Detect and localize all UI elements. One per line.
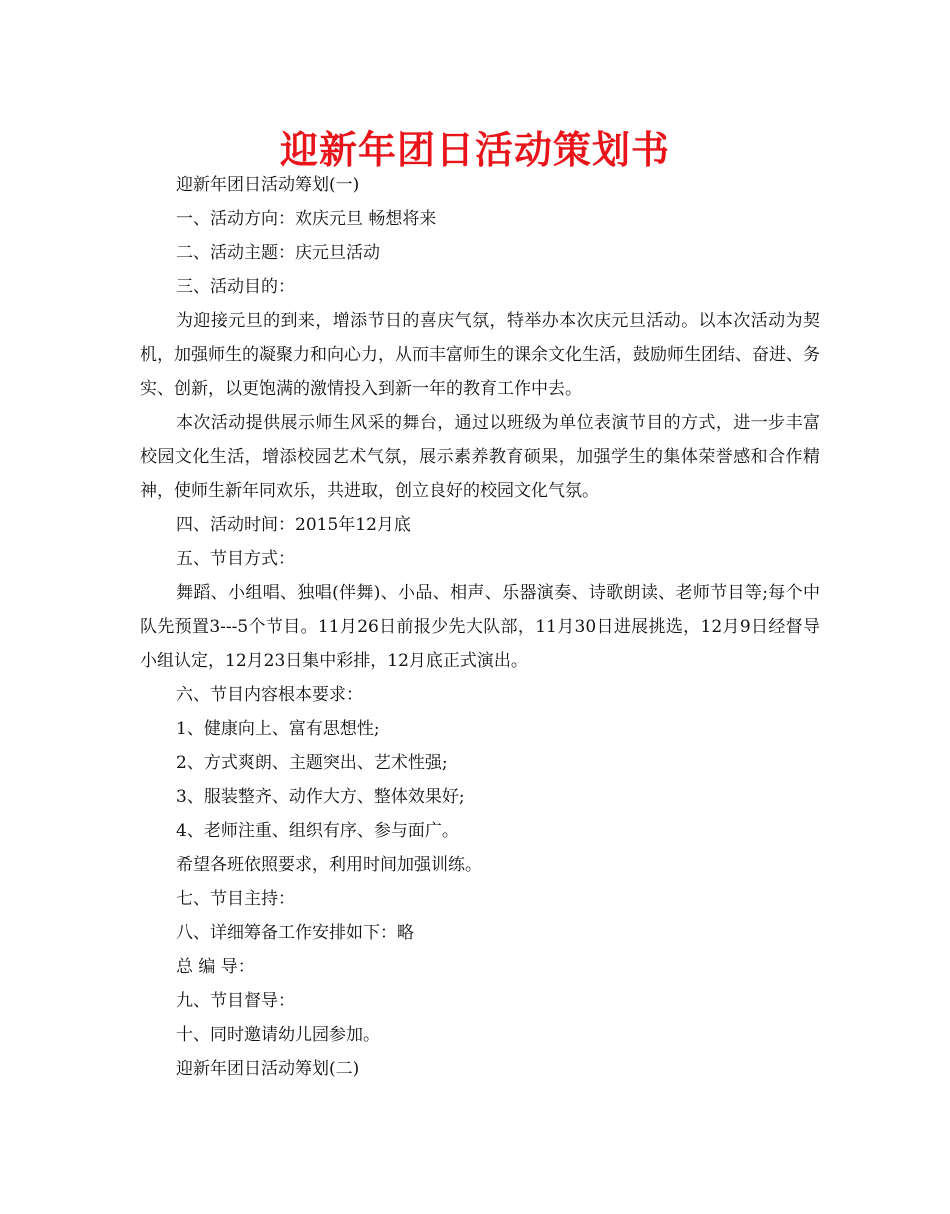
list-item: 2、方式爽朗、主题突出、艺术性强; [176,753,448,773]
list-item: 4、老师注重、组织有序、参与面广。 [176,821,459,841]
paragraph-purpose-text-2: 本次活动提供展示师生风采的舞台，通过以班级为单位表演节目的方式，进一步丰富校园文化生活，增添校园艺术气氛，展示素养教育硕果，加强学生的集体荣誉感和合作精神，使师生新年同欢乐，共进取，创立良好的校园文化气氛。 [140,413,820,501]
paragraph-time: 四、活动时间：2015年12月底 [176,515,411,535]
paragraph-requirements-heading: 六、节目内容根本要求： [176,685,363,705]
list-item: 1、健康向上、富有思想性; [176,719,380,739]
paragraph-supervisor: 九、节目督导： [176,991,295,1011]
paragraph-purpose-text-1: 为迎接元旦的到来，增添节日的喜庆气氛，特举办本次庆元旦活动。以本次活动为契机，加强师生的凝聚力和向心力，从而丰富师生的课余文化生活，鼓励师生团结、奋进、务实、创新，以更饱满的激情投入到新一年的教育工作中去。 [140,311,820,399]
document-body [140,168,820,1086]
paragraph-theme: 二、活动主题：庆元旦活动 [176,243,380,263]
paragraph-arrangement: 八、详细筹备工作安排如下：略 [176,923,414,943]
paragraph-training: 希望各班依照要求，利用时间加强训练。 [176,855,482,875]
document-title: 迎新年团日活动策划书 [279,128,670,172]
paragraph-direction: 一、活动方向：欢庆元旦 畅想将来 [176,209,437,229]
paragraph-host: 七、节目主持： [176,889,295,909]
paragraph-heading-part2: 迎新年团日活动筹划(二) [176,1059,360,1079]
paragraph-invitation: 十、同时邀请幼儿园参加。 [176,1025,380,1045]
list-item: 3、服装整齐、动作大方、整体效果好; [176,787,465,807]
paragraph-director: 总 编 导： [176,957,255,977]
paragraph-heading-part1: 迎新年团日活动筹划(一) [176,175,360,195]
paragraph-purpose-heading: 三、活动目的： [176,277,295,297]
paragraph-format-text: 舞蹈、小组唱、独唱(伴舞)、小品、相声、乐器演奏、诗歌朗读、老师节目等;每个中队先预置3---5个节目。11月26日前报少先大队部，11月30日进展挑选，12月9日经督导小组认定，12月23日集中彩排，12月底正式演出。 [140,583,820,671]
paragraph-format-heading: 五、节目方式： [176,549,295,569]
